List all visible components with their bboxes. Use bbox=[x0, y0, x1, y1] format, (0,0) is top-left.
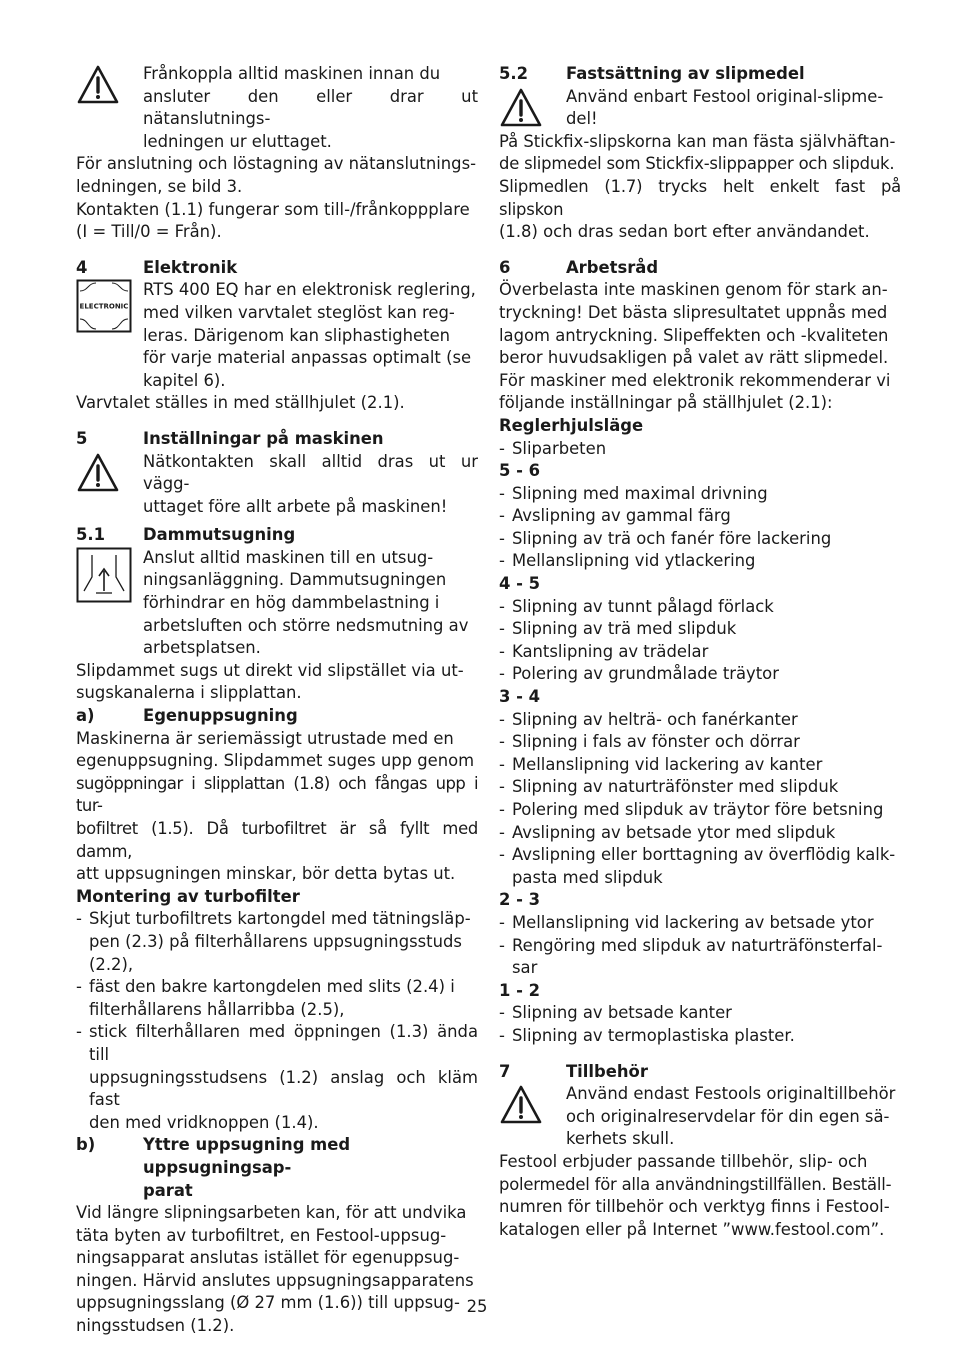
body-line: uttaget före allt arbete på maskinen! bbox=[143, 496, 448, 516]
list-item: - Rengöring med slipduk av naturträfönsterfal- sar bbox=[499, 935, 901, 980]
section-heading-5-1 bbox=[76, 524, 478, 547]
wheel-range-label: 3 - 4 bbox=[499, 687, 541, 707]
body-line: Använd enbart Festool original-slipme- bbox=[566, 86, 884, 106]
body-line: Maskinerna är seriemässigt utrustade med en bbox=[76, 728, 454, 748]
list-item-line: Kantslipning av trädelar bbox=[512, 641, 709, 661]
warning-text-line: ledningen ur eluttaget. bbox=[143, 131, 332, 151]
section-heading-5-2 bbox=[499, 63, 901, 86]
body-line: kerhets skull. bbox=[566, 1129, 675, 1149]
section-heading-7 bbox=[499, 1061, 901, 1084]
body-line: ningsstudsen (1.2). bbox=[76, 1316, 235, 1336]
body-line: täta byten av turbofiltret, en Festool-uppsug- bbox=[76, 1225, 447, 1245]
body-line: med vilken varvtalet steglöst kan reg- bbox=[143, 302, 455, 322]
list-item-line: Slipning av trä med slipduk bbox=[512, 619, 737, 639]
wheel-range-label: 2 - 3 bbox=[499, 890, 541, 910]
list-item: - Slipning av trä med slipduk bbox=[499, 618, 901, 641]
body-line: sugöppningar i slipplattan (1.8) och fångas upp i tur- bbox=[76, 773, 478, 816]
warning-text-line: ansluter den eller drar ut nätanslutnings- bbox=[143, 86, 478, 129]
body-line: Festool erbjuder passande tillbehör, slip- och bbox=[499, 1151, 868, 1171]
list-item: - Mellanslipning vid lackering av betsade ytor bbox=[499, 912, 901, 935]
body-line: sugskanalerna i slipplattan. bbox=[76, 683, 302, 703]
warning-text-line: Frånkoppla alltid maskinen innan du bbox=[143, 64, 441, 83]
section-heading-5 bbox=[76, 428, 478, 451]
warning-block-disconnect bbox=[76, 63, 478, 153]
dust-extraction-block bbox=[76, 547, 478, 660]
list-item: - Slipning med maximal drivning bbox=[499, 483, 901, 506]
list-item-line: Avslipning eller borttagning av överflödig kalk- bbox=[512, 845, 896, 865]
body-line: egenuppsugning. Slipdammet suges upp genom bbox=[76, 751, 475, 771]
subheading-wheel-position: Reglerhjulsläge bbox=[499, 415, 644, 435]
body-line: På Stickfix-slipskorna kan man fästa självhäftan- bbox=[499, 131, 896, 151]
electronic-block bbox=[76, 279, 478, 392]
list-item: - Avslipning eller borttagning av överflödig kalk- pasta med slipduk bbox=[499, 844, 901, 889]
warning-triangle-icon bbox=[76, 451, 143, 519]
body-line: beror huvudsakligen på valet av rätt slipmedel. bbox=[499, 348, 889, 368]
list-item-line: Avslipning av betsade ytor med slipduk bbox=[512, 822, 836, 842]
list-item-line: Slipning av trä och fanér före lackering bbox=[512, 528, 832, 548]
body-line: ningen. Härvid anslutes uppsugningsapparatens bbox=[76, 1270, 474, 1290]
body-line: För maskiner med elektronik rekommenderar vi bbox=[499, 370, 891, 390]
list-item: - Slipning av naturträfönster med slipduk bbox=[499, 776, 901, 799]
section-number: a) bbox=[76, 706, 95, 726]
list-item: - Avslipning av betsade ytor med slipduk bbox=[499, 822, 901, 845]
body-line: för varje material anpassas optimalt (se bbox=[143, 348, 472, 368]
list-item-line: fäst den bakre kartongdelen med slits (2.4) i bbox=[89, 977, 455, 997]
body-line: lagom antryckning. Slipeffekten och -kvaliteten bbox=[499, 325, 889, 345]
list-item: - fäst den bakre kartongdelen med slits (2.4) i filterhållarens hållarribba (2.5), bbox=[76, 976, 478, 1021]
list-item: - Slipning av termoplastiska plaster. bbox=[499, 1025, 901, 1048]
list-item-line: Slipning i fals av fönster och dörrar bbox=[512, 732, 800, 752]
section-heading-6 bbox=[499, 257, 901, 280]
body-line: bofiltret (1.5). Då turbofiltret är så fyllt med damm, bbox=[76, 819, 478, 861]
list-item-line: Mellanslipning vid ytlackering bbox=[512, 551, 756, 571]
list-item: - Kantslipning av trädelar bbox=[499, 641, 901, 664]
body-line: (I = Till/0 = Från). bbox=[76, 222, 222, 242]
body-line: förhindrar en hög dammbelastning i bbox=[143, 593, 440, 613]
list-item: - Slipning av betsade kanter bbox=[499, 1002, 901, 1025]
list-item-line: Skjut turbofiltrets kartongdel med tätningsläp- bbox=[89, 909, 471, 929]
warning-block-unplug bbox=[76, 451, 478, 519]
wheel-range-label: 5 - 6 bbox=[499, 461, 541, 481]
section-title: Fastsättning av slipmedel bbox=[566, 64, 805, 83]
section-number: 6 bbox=[499, 257, 511, 277]
body-line: Nätkontakten skall alltid dras ut ur vägg- bbox=[143, 451, 478, 494]
section-title: Inställningar på maskinen bbox=[143, 428, 384, 448]
list-item-line: Slipning av betsade kanter bbox=[512, 1003, 732, 1023]
list-item: - Mellanslipning vid ytlackering bbox=[499, 550, 901, 573]
list-item: - Slipning i fals av fönster och dörrar bbox=[499, 731, 901, 754]
body-line: arbetsluften och större nedsmutning av bbox=[143, 615, 469, 635]
list-item-line: Slipning med maximal drivning bbox=[512, 483, 768, 503]
list-item-line: Polering av grundmålade träytor bbox=[512, 664, 779, 684]
wheel-range-label: 1 - 2 bbox=[499, 980, 541, 1000]
list-item-line: pen (2.3) på filterhållarens uppsugningsstuds bbox=[89, 931, 462, 951]
body-line: leras. Därigenom kan sliphastigheten bbox=[143, 325, 451, 345]
section-number: 4 bbox=[76, 257, 88, 277]
warning-triangle-icon bbox=[76, 63, 143, 153]
body-line: Varvtalet ställes in med ställhjulet (2.1). bbox=[76, 393, 405, 413]
body-line: Använd endast Festools originaltillbehör bbox=[566, 1084, 896, 1104]
list-item-line: filterhållarens hållarribba (2.5), bbox=[89, 999, 345, 1019]
list-item-line: (2.2), bbox=[89, 954, 134, 974]
body-line: tryckning! Det bästa slipresultatet uppnås med bbox=[499, 302, 888, 322]
body-line: del! bbox=[566, 109, 598, 129]
list-item-line: pasta med slipduk bbox=[512, 867, 663, 887]
body-line: Anslut alltid maskinen till en utsug- bbox=[143, 547, 434, 567]
section-number: 5 bbox=[76, 428, 88, 448]
body-line: och originalreservdelar för din egen sä- bbox=[566, 1106, 890, 1126]
list-item: - Polering av grundmålade träytor bbox=[499, 663, 901, 686]
list-item: - stick filterhållaren med öppningen (1.3) ända till uppsugningsstudsens (1.2) anslag och kläm fast den med vridknoppen (1.4). bbox=[76, 1021, 478, 1134]
electronic-icon-label: ELECTRONIC bbox=[79, 302, 129, 311]
section-title: Dammutsugning bbox=[143, 525, 296, 545]
list-item-line: Sliparbeten bbox=[512, 438, 607, 458]
list-item: - Slipning av helträ- och fanérkanter bbox=[499, 709, 901, 732]
warning-triangle-icon bbox=[499, 1083, 566, 1151]
list-item-line: Rengöring med slipduk av naturträfönsterfal- bbox=[512, 935, 883, 955]
wheel-range-label: 4 - 5 bbox=[499, 574, 541, 594]
section-number: 5.2 bbox=[499, 64, 529, 83]
body-line: RTS 400 EQ har en elektronisk reglering, bbox=[143, 280, 476, 300]
body-line: ningsapparat anslutas istället för egenuppsug- bbox=[76, 1248, 460, 1268]
list-item-line: stick filterhållaren med öppningen (1.3) ända till bbox=[89, 1022, 478, 1064]
section-heading-4 bbox=[76, 257, 478, 280]
body-line: Slipmedlen (1.7) trycks helt enkelt fast på slipskon bbox=[499, 176, 901, 219]
body-line: ningsanläggning. Dammutsugningen bbox=[143, 570, 447, 590]
body-line: Vid längre slipningsarbeten kan, för att undvika bbox=[76, 1203, 467, 1223]
list-item: - Slipning av trä och fanér före lackering bbox=[499, 528, 901, 551]
section-number: b) bbox=[76, 1135, 96, 1155]
section-title: Arbetsråd bbox=[566, 257, 659, 277]
section-title: Egenuppsugning bbox=[143, 706, 298, 726]
list-item: - Polering med slipduk av träytor före betsning bbox=[499, 799, 901, 822]
list-item: - Skjut turbofiltrets kartongdel med tätningsläp- pen (2.3) på filterhållarens uppsugningsstuds (2.2), bbox=[76, 908, 478, 976]
left-column bbox=[76, 63, 478, 1338]
list-item-line: Slipning av termoplastiska plaster. bbox=[512, 1025, 795, 1045]
warning-block-original-abrasives bbox=[499, 86, 901, 131]
body-line: (1.8) och dras sedan bort efter användandet. bbox=[499, 222, 870, 242]
list-item-line: Slipning av tunnt pålagd förlack bbox=[512, 596, 774, 616]
body-line: Kontakten (1.1) fungerar som till-/frånkoppplare bbox=[76, 199, 470, 219]
list-item-line: den med vridknoppen (1.4). bbox=[89, 1112, 319, 1132]
list-item-line: Mellanslipning vid lackering av betsade ytor bbox=[512, 912, 874, 932]
list-item: - Slipning av tunnt pålagd förlack bbox=[499, 596, 901, 619]
body-line: För anslutning och löstagning av nätanslutnings- bbox=[76, 154, 477, 174]
list-item-line: sar bbox=[512, 958, 538, 978]
section-number: 7 bbox=[499, 1061, 511, 1081]
body-line: att uppsugningen minskar, bör detta bytas ut. bbox=[76, 864, 456, 884]
body-line: Slipdammet sugs ut direkt vid slipstället via ut- bbox=[76, 660, 464, 680]
list-item-line: Mellanslipning vid lackering av kanter bbox=[512, 754, 823, 774]
body-line: numren för tillbehör och verktyg finns i Festool- bbox=[499, 1197, 890, 1217]
body-line: Överbelasta inte maskinen genom för stark an- bbox=[499, 280, 888, 300]
dust-extraction-icon bbox=[76, 547, 143, 660]
section-heading-a bbox=[76, 705, 478, 728]
body-line: ledningen, se bild 3. bbox=[76, 176, 243, 196]
right-column bbox=[499, 63, 901, 1241]
body-line: uppsugningsslang (Ø 27 mm (1.6)) till uppsug- bbox=[76, 1293, 460, 1313]
body-line: polermedel för alla användningstillfällen. Beställ- bbox=[499, 1174, 892, 1194]
electronic-icon bbox=[76, 279, 143, 392]
section-heading-b bbox=[76, 1134, 478, 1202]
list-item-line: Slipning av helträ- och fanérkanter bbox=[512, 709, 798, 729]
section-number: 5.1 bbox=[76, 525, 106, 545]
subheading-mount-filter: Montering av turbofilter bbox=[76, 886, 300, 906]
body-line: kapitel 6). bbox=[143, 370, 226, 390]
body-line: de slipmedel som Stickfix-slippapper och slipduk. bbox=[499, 154, 895, 174]
body-line: arbetsplatsen. bbox=[143, 638, 261, 658]
section-title: parat bbox=[143, 1180, 193, 1200]
list-item: - Mellanslipning vid lackering av kanter bbox=[499, 754, 901, 777]
warning-triangle-icon bbox=[499, 86, 566, 131]
list-item: - Avslipning av gammal färg bbox=[499, 505, 901, 528]
body-line: följande inställningar på ställhjulet (2.1): bbox=[499, 393, 833, 413]
warning-block-accessories bbox=[499, 1083, 901, 1151]
page-number: 25 bbox=[466, 1297, 488, 1316]
list-item: - Sliparbeten bbox=[499, 438, 901, 461]
section-title: Tillbehör bbox=[566, 1061, 648, 1081]
list-item-line: Slipning av naturträfönster med slipduk bbox=[512, 777, 839, 797]
list-item-line: uppsugningsstudsens (1.2) anslag och kläm fast bbox=[89, 1067, 478, 1110]
section-title: Elektronik bbox=[143, 257, 238, 277]
wheel-setting-groups bbox=[499, 460, 901, 1047]
list-item-line: Avslipning av gammal färg bbox=[512, 506, 731, 526]
section-title: Yttre uppsugning med uppsugningsap- bbox=[143, 1135, 351, 1177]
list-item-line: Polering med slipduk av träytor före betsning bbox=[512, 800, 884, 819]
body-line: katalogen eller på Internet ”www.festool.com”. bbox=[499, 1219, 885, 1239]
